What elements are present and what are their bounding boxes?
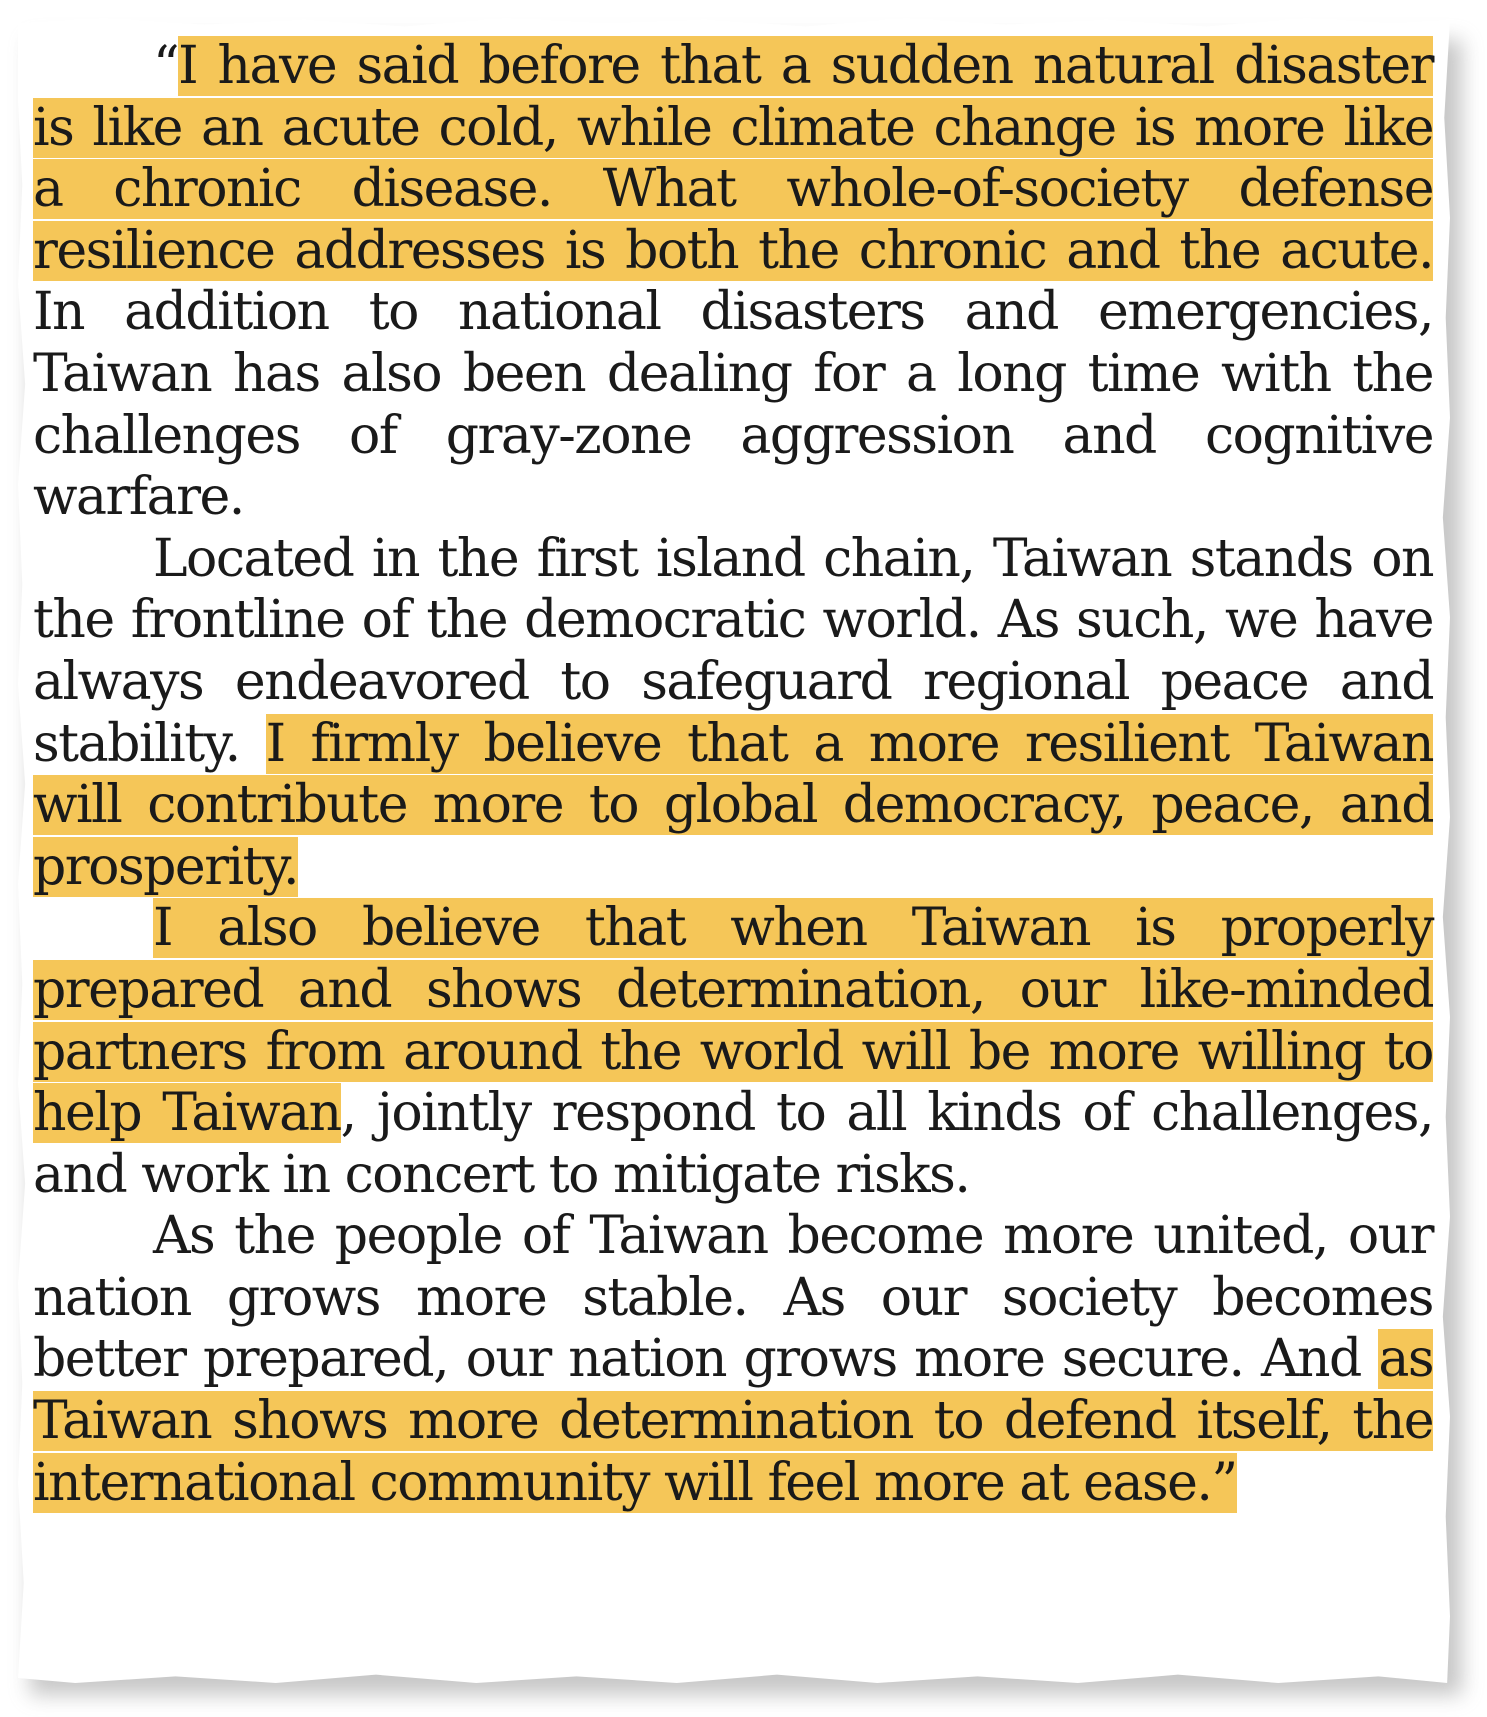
highlighted-segment: I have said before that a sudden natural disaster is like an acute cold, while climate change is more like a chronic disease. What whole-of-society defense resilience addresses is both the chronic and the acute. — [33, 36, 1433, 281]
quote-text — [33, 36, 1433, 1514]
segment: Located in the first island chain, Taiwan stands on the frontline of the democratic world. As such, we have always endeavored to safeguard regional peace and stability. — [33, 528, 1433, 774]
highlighted-segment: I also believe that when Taiwan is properly prepared and shows determination, our like-minded partners from around the world will be more willing to help Taiwan — [33, 898, 1433, 1144]
paragraph-4 — [33, 1206, 1433, 1514]
paragraph-2 — [33, 529, 1433, 899]
highlighted-segment: as Taiwan shows more determination to defend itself, the international community will feel more at ease.” — [33, 1329, 1433, 1513]
segment: As the people of Taiwan become more united, our nation grows more stable. As our society becomes better prepared, our nation grows more secure. And — [33, 1206, 1433, 1390]
paragraph-1 — [33, 36, 1433, 529]
segment: “ — [153, 36, 179, 96]
highlighted-segment: I firmly believe that a more resilient Taiwan will contribute more to global democracy, peace, and prosperity. — [33, 713, 1433, 897]
segment: , jointly respond to all kinds of challenges, and work in concert to mitigate risks. — [33, 1083, 1433, 1205]
paragraph-3 — [33, 898, 1433, 1206]
segment: In addition to national disasters and emergencies, Taiwan has also been dealing for a long time with the challenges of gray-zone aggression and cognitive warfare. — [33, 282, 1433, 528]
